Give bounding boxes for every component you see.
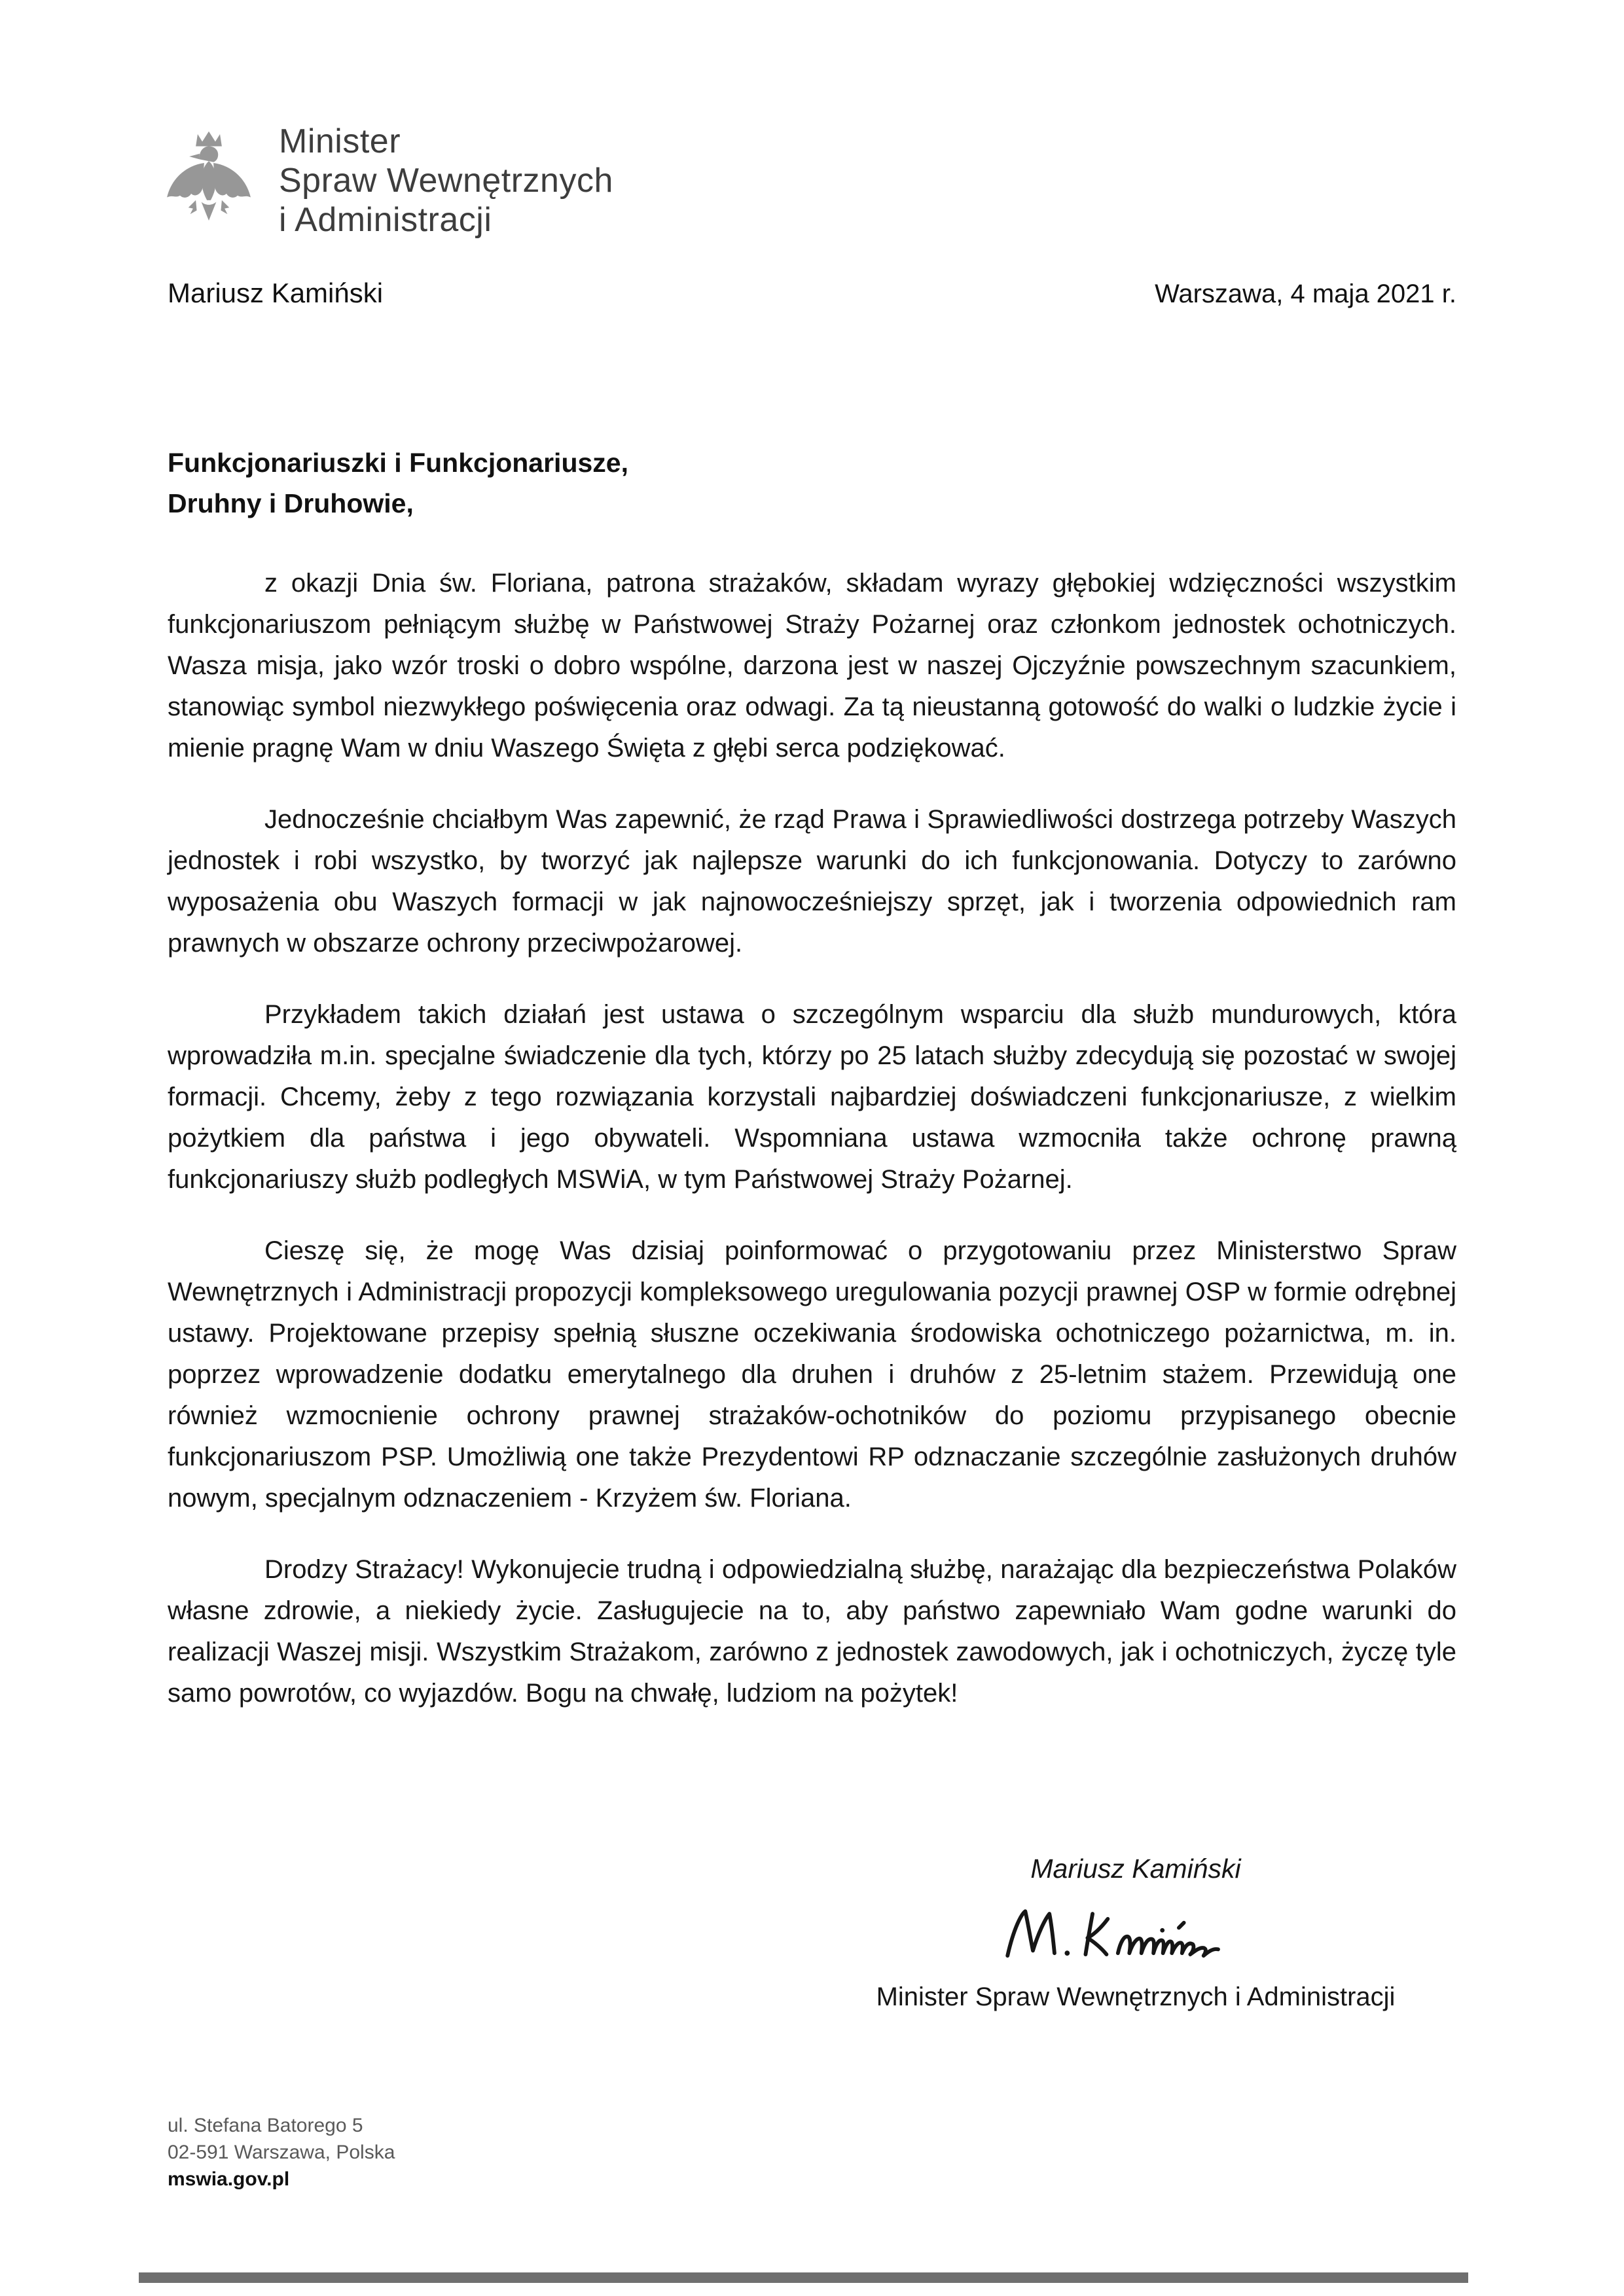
- ministry-name: [279, 122, 613, 240]
- salutation-line: Druhny i Druhowie,: [168, 488, 414, 518]
- place-and-date: Warszawa, 4 maja 2021 r.: [1155, 279, 1456, 308]
- paragraph-3: Przykładem takich działań jest ustawa o szczególnym wsparciu dla służb mundurowych, która wprowadziła m.in. specjalne świadczenie dla tych, którzy po 25 latach służby zdecydują się pozostać w swojej formacji. Chcemy, żeby z tego rozwiązania korzystali najbardziej doświadczeni funkcjonariusze, z wielkim pożytkiem dla państwa i jego obywateli. Wspomniana ustawa wzmocniła także ochronę prawną funkcjonariuszy służb podległych MSWiA, w tym Państwowej Straży Pożarnej.: [168, 1000, 1456, 1194]
- signature-block: [815, 1854, 1456, 2012]
- salutation: [168, 442, 1456, 524]
- bottom-divider-bar: [139, 2272, 1468, 2283]
- ministry-name-line: Spraw Wewnętrznych: [279, 162, 613, 200]
- sender-name: Mariusz Kamiński: [168, 278, 384, 308]
- signatory-name: Mariusz Kamiński: [1030, 1854, 1241, 1884]
- signatory-title: Minister Spraw Wewnętrznych i Administracji: [876, 1982, 1396, 2011]
- footer-website: mswia.gov.pl: [168, 2168, 290, 2190]
- paragraph-2: Jednocześnie chciałbym Was zapewnić, że rząd Prawa i Sprawiedliwości dostrzega potrzeby Waszych jednostek i robi wszystko, by tworzyć jak najlepsze warunki do ich funkcjonowania. Dotyczy to zarówno wyposażenia obu Waszych formacji w jak najnowocześniejszy sprzęt, jak i tworzenia odpowiednich ram prawnych w obszarze ochrony przeciwpożarowej.: [168, 805, 1456, 958]
- ministry-name-line: i Administracji: [279, 201, 492, 239]
- footer-address-line: ul. Stefana Batorego 5: [168, 2115, 363, 2136]
- letter-body: [168, 442, 1456, 1714]
- paragraph-4: Cieszę się, że mogę Was dzisiaj poinformować o przygotowaniu przez Ministerstwo Spraw Wewnętrznych i Administracji propozycji kompleksowego uregulowania pozycji prawnej OSP w formie odrębnej ustawy. Projektowane przepisy spełnią słuszne oczekiwania środowiska ochotniczego pożarnictwa, m. in. poprzez wprowadzenie dodatku emerytalnego dla druhen i druhów z 25-letnim stażem. Przewidują one również wzmocnienie ochrony prawnej strażaków-ochotników do poziomu przypisanego obecnie funkcjonariuszom PSP. Umożliwią one także Prezydentowi RP odznaczanie szczególnie zasłużonych druhów nowym, specjalnym odznaczeniem - Krzyżem św. Floriana.: [168, 1236, 1456, 1513]
- handwritten-signature: [982, 1895, 1290, 1977]
- salutation-line: Funkcjonariuszki i Funkcjonariusze,: [168, 448, 628, 478]
- paragraph-1: z okazji Dnia św. Floriana, patrona strażaków, składam wyrazy głębokiej wdzięczności wszystkim funkcjonariuszom pełniącym służbę w Państwowej Straży Pożarnej oraz członkom jednostek ochotniczych. Wasza misja, jako wzór troski o dobro wspólne, darzona jest w naszej Ojczyźnie powszechnym szacunkiem, stanowiąc symbol niezwykłego poświęcenia oraz odwagi. Za tą nieustanną gotowość do walki o ludzkie życie i mienie pragnę Wam w dniu Waszego Święta z głębi serca podziękować.: [168, 569, 1456, 762]
- ministry-name-line: Minister: [279, 122, 401, 160]
- masthead: [162, 122, 613, 240]
- paragraph-5: Drodzy Strażacy! Wykonujecie trudną i odpowiedzialną służbę, narażając dla bezpieczeństwa Polaków własne zdrowie, a niekiedy życie. Zasługujecie na to, aby państwo zapewniało Wam godne warunki do realizacji Waszej misji. Wszystkim Strażakom, zarówno z jednostek zawodowych, jak i ochotniczych, życzę tyle samo powrotów, co wyjazdów. Bogu na chwałę, ludziom na pożytek!: [168, 1555, 1456, 1708]
- byline-row: [168, 278, 1456, 309]
- polish-eagle-emblem-icon: [162, 126, 255, 236]
- footer: [168, 2112, 395, 2193]
- footer-address-line: 02-591 Warszawa, Polska: [168, 2142, 395, 2163]
